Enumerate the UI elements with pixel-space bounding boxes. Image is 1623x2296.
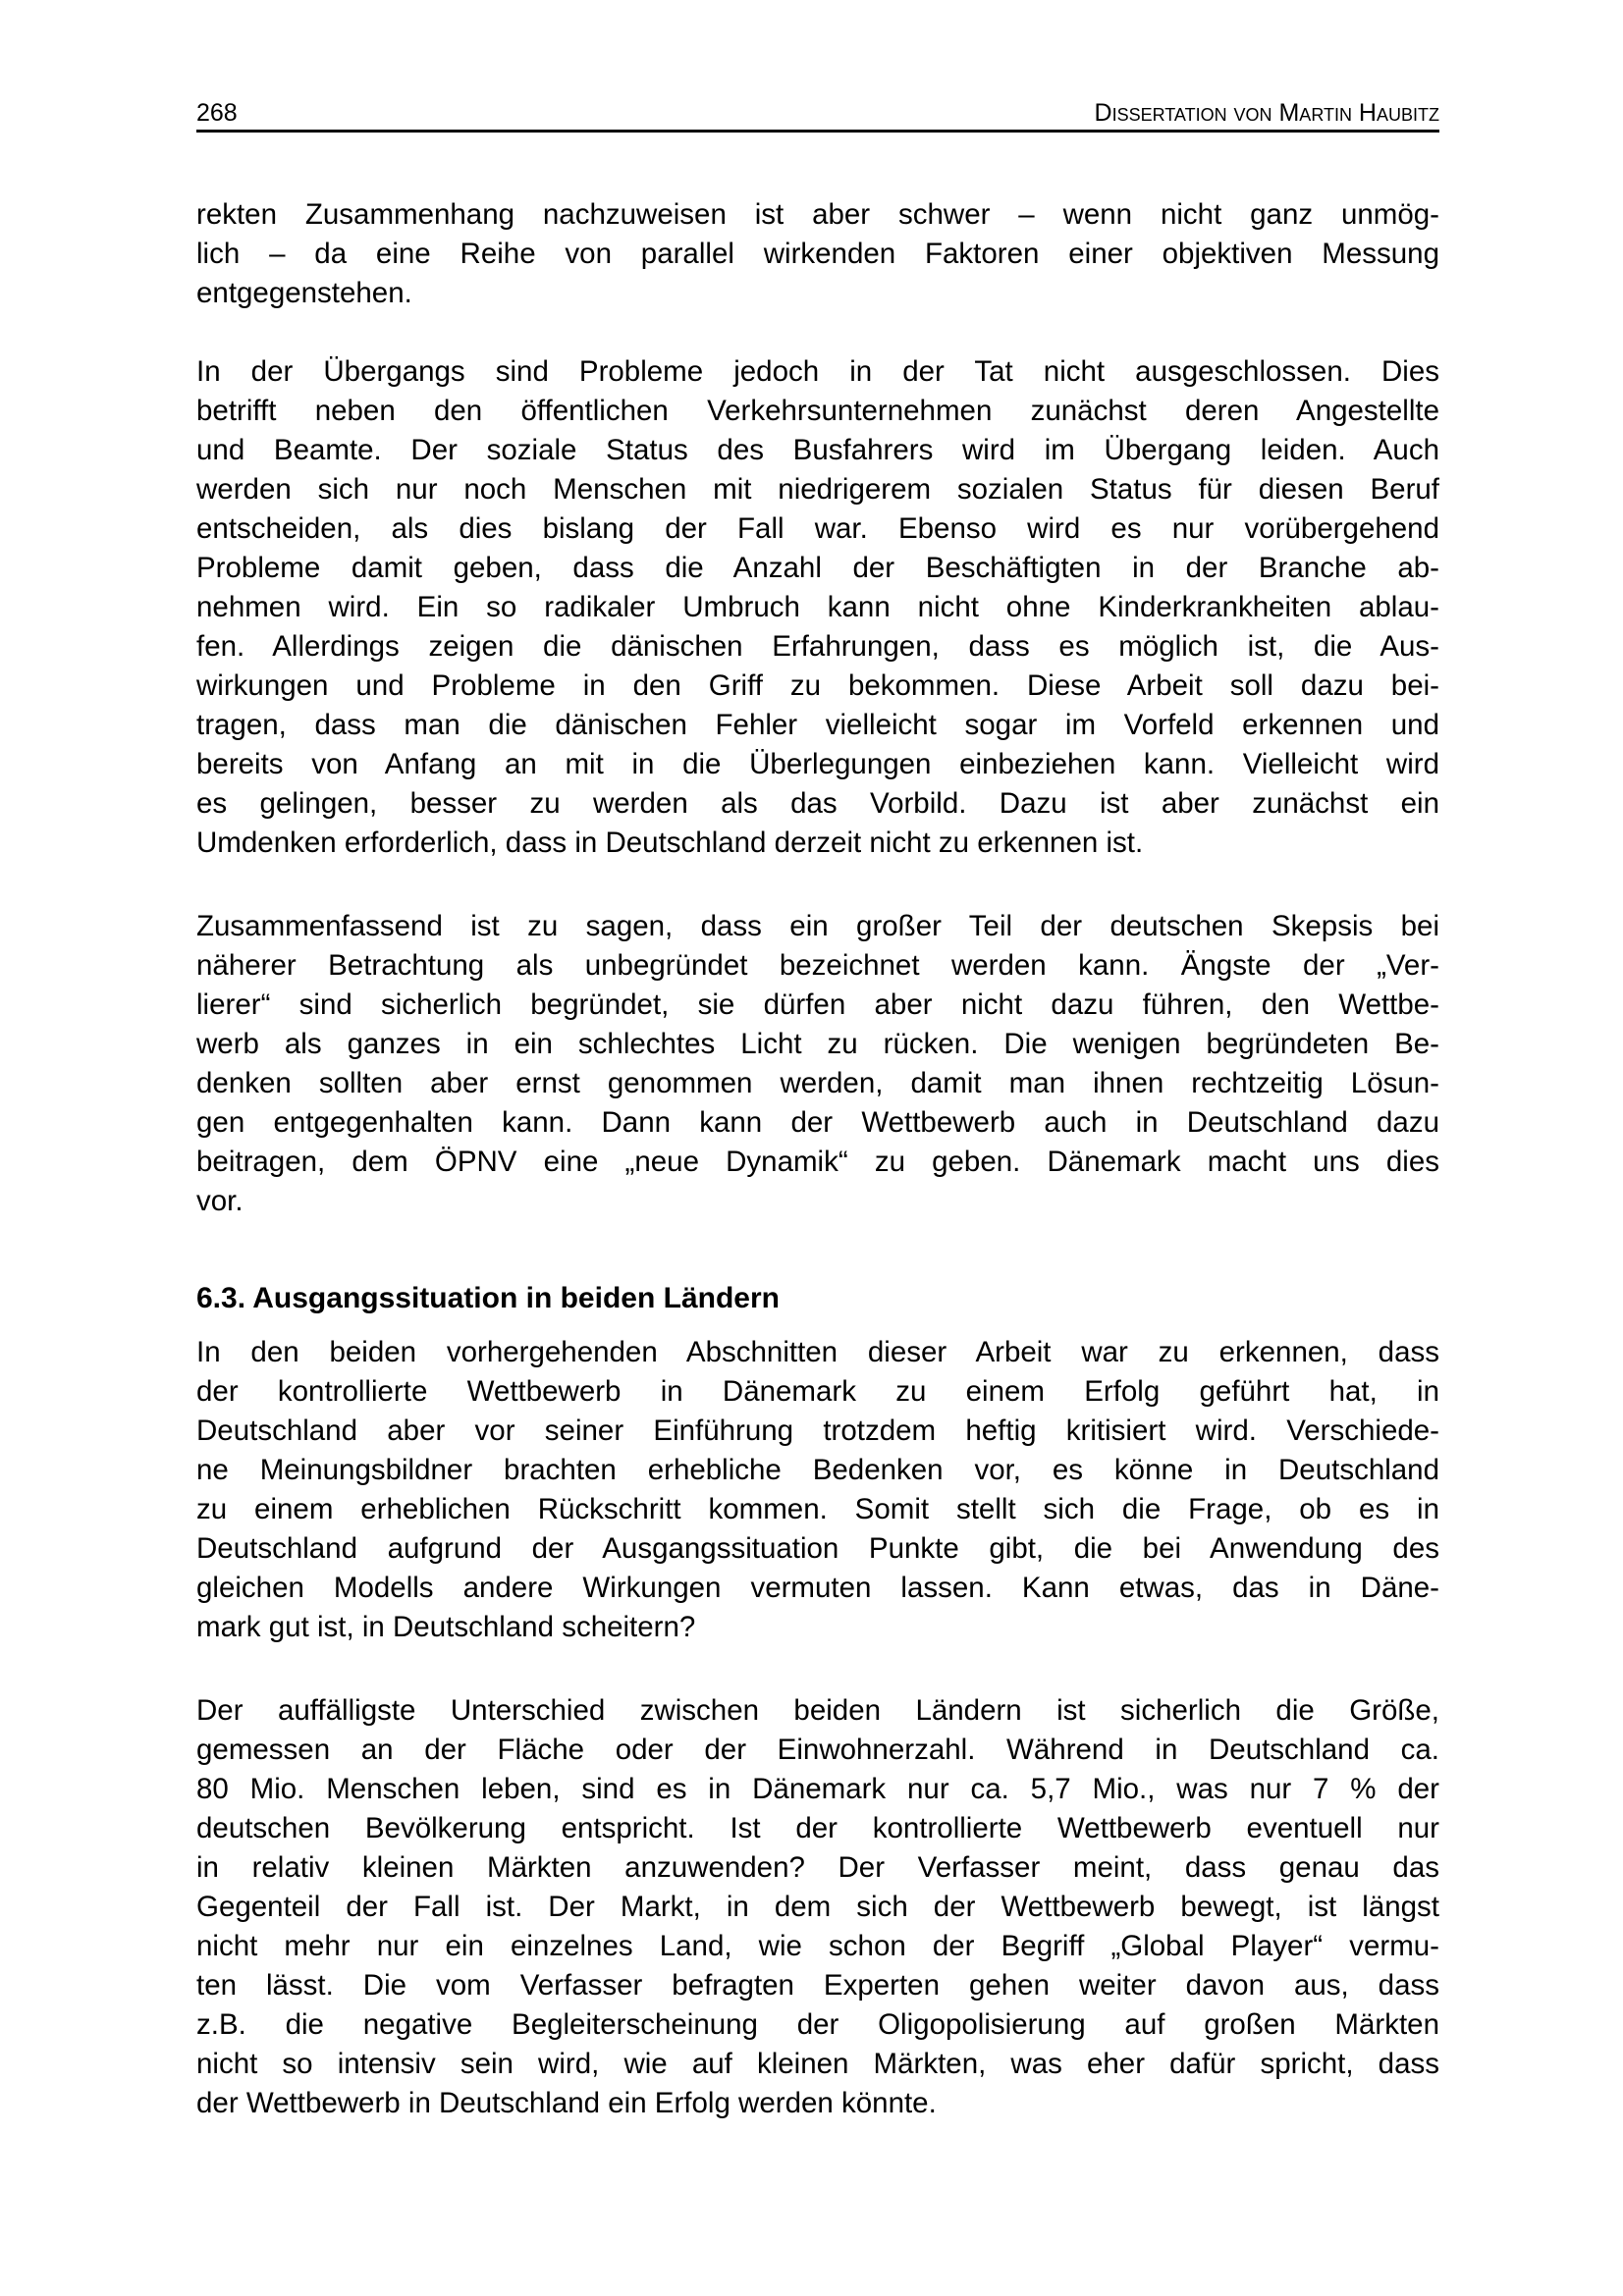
text-line: tragen, dass man die dänischen Fehler vielleicht sogar im Vorfeld erkennen und <box>196 709 1439 741</box>
text-line: 80 Mio. Menschen leben, sind es in Dänemark nur ca. 5,7 Mio., was nur 7 % der <box>196 1773 1439 1805</box>
text-line: Umdenken erforderlich, dass in Deutschland derzeit nicht zu erkennen ist. <box>196 827 1144 859</box>
text-line: gen entgegenhalten kann. Dann kann der Wettbewerb auch in Deutschland dazu <box>196 1106 1439 1139</box>
text-line: Der auffälligste Unterschied zwischen beiden Ländern ist sicherlich die Größe, <box>196 1694 1439 1727</box>
text-line: gemessen an der Fläche oder der Einwohnerzahl. Während in Deutschland ca. <box>196 1734 1439 1766</box>
text-line: vor. <box>196 1185 243 1217</box>
text-line: nicht mehr nur ein einzelnes Land, wie schon der Begriff „Global Player“ vermu- <box>196 1930 1439 1962</box>
text-line: denken sollten aber ernst genommen werden, damit man ihnen rechtzeitig Lösun- <box>196 1067 1439 1099</box>
text-line: beitragen, dem ÖPNV eine „neue Dynamik“ zu geben. Dänemark macht uns dies <box>196 1146 1439 1178</box>
text-line: der kontrollierte Wettbewerb in Dänemark zu einem Erfolg geführt hat, in <box>196 1375 1439 1408</box>
text-line: nicht so intensiv sein wird, wie auf kleinen Märkten, was eher dafür spricht, dass <box>196 2048 1439 2080</box>
text-line: Deutschland aufgrund der Ausgangssituation Punkte gibt, die bei Anwendung des <box>196 1532 1439 1565</box>
paragraph-4 <box>196 1333 1439 1647</box>
text-line: lierer“ sind sicherlich begründet, sie dürfen aber nicht dazu führen, den Wettbe- <box>196 988 1439 1021</box>
text-line: rekten Zusammenhang nachzuweisen ist aber schwer – wenn nicht ganz unmög- <box>196 198 1439 231</box>
text-line: näherer Betrachtung als unbegründet bezeichnet werden kann. Ängste der „Ver- <box>196 949 1439 982</box>
text-line: entscheiden, als dies bislang der Fall war. Ebenso wird es nur vorübergehend <box>196 512 1439 545</box>
text-line: Zusammenfassend ist zu sagen, dass ein großer Teil der deutschen Skepsis bei <box>196 910 1439 942</box>
text-line: gleichen Modells andere Wirkungen vermuten lassen. Kann etwas, das in Däne- <box>196 1572 1439 1604</box>
text-line: nehmen wird. Ein so radikaler Umbruch kann nicht ohne Kinderkrankheiten ablau- <box>196 591 1439 623</box>
text-line: mark gut ist, in Deutschland scheitern? <box>196 1611 696 1643</box>
text-line: es gelingen, besser zu werden als das Vorbild. Dazu ist aber zunächst ein <box>196 787 1439 820</box>
text-line: z.B. die negative Begleiterscheinung der Oligopolisierung auf großen Märkten <box>196 2008 1439 2041</box>
text-line: und Beamte. Der soziale Status des Busfahrers wird im Übergang leiden. Auch <box>196 434 1439 466</box>
text-line: in relativ kleinen Märkten anzuwenden? Der Verfasser meint, dass genau das <box>196 1851 1439 1884</box>
running-header <box>196 96 1439 133</box>
text-line: werden sich nur noch Menschen mit niedrigerem sozialen Status für diesen Beruf <box>196 473 1439 506</box>
paragraph-2 <box>196 352 1439 863</box>
page-number: 268 <box>196 99 238 127</box>
text-line: In den beiden vorhergehenden Abschnitten dieser Arbeit war zu erkennen, dass <box>196 1336 1439 1368</box>
paragraph-1 <box>196 195 1439 313</box>
paragraph-5 <box>196 1691 1439 2123</box>
text-line: betrifft neben den öffentlichen Verkehrsunternehmen zunächst deren Angestellte <box>196 395 1439 427</box>
paragraph-3 <box>196 907 1439 1221</box>
text-line: entgegenstehen. <box>196 277 412 309</box>
text-line: bereits von Anfang an mit in die Überlegungen einbeziehen kann. Vielleicht wird <box>196 748 1439 780</box>
text-line: der Wettbewerb in Deutschland ein Erfolg werden könnte. <box>196 2087 937 2119</box>
text-line: fen. Allerdings zeigen die dänischen Erfahrungen, dass es möglich ist, die Aus- <box>196 630 1439 663</box>
text-line: Deutschland aber vor seiner Einführung trotzdem heftig kritisiert wird. Verschiede- <box>196 1415 1439 1447</box>
text-line: ten lässt. Die vom Verfasser befragten Experten gehen weiter davon aus, dass <box>196 1969 1439 2002</box>
text-line: ne Meinungsbildner brachten erhebliche Bedenken vor, es könne in Deutschland <box>196 1454 1439 1486</box>
text-line: zu einem erheblichen Rückschritt kommen. Somit stellt sich die Frage, ob es in <box>196 1493 1439 1525</box>
text-line: deutschen Bevölkerung entspricht. Ist der kontrollierte Wettbewerb eventuell nur <box>196 1812 1439 1844</box>
text-line: lich – da eine Reihe von parallel wirkenden Faktoren einer objektiven Messung <box>196 238 1439 270</box>
running-title: Dissertation von Martin Haubitz <box>1094 99 1439 127</box>
section-heading: 6.3. Ausgangssituation in beiden Ländern <box>196 1282 780 1314</box>
text-line: In der Übergangs sind Probleme jedoch in der Tat nicht ausgeschlossen. Dies <box>196 355 1439 388</box>
text-line: Gegenteil der Fall ist. Der Markt, in dem sich der Wettbewerb bewegt, ist längst <box>196 1891 1439 1923</box>
text-line: werb als ganzes in ein schlechtes Licht zu rücken. Die wenigen begründeten Be- <box>196 1028 1439 1060</box>
text-line: wirkungen und Probleme in den Griff zu bekommen. Diese Arbeit soll dazu bei- <box>196 669 1439 702</box>
text-line: Probleme damit geben, dass die Anzahl der Beschäftigten in der Branche ab- <box>196 552 1439 584</box>
